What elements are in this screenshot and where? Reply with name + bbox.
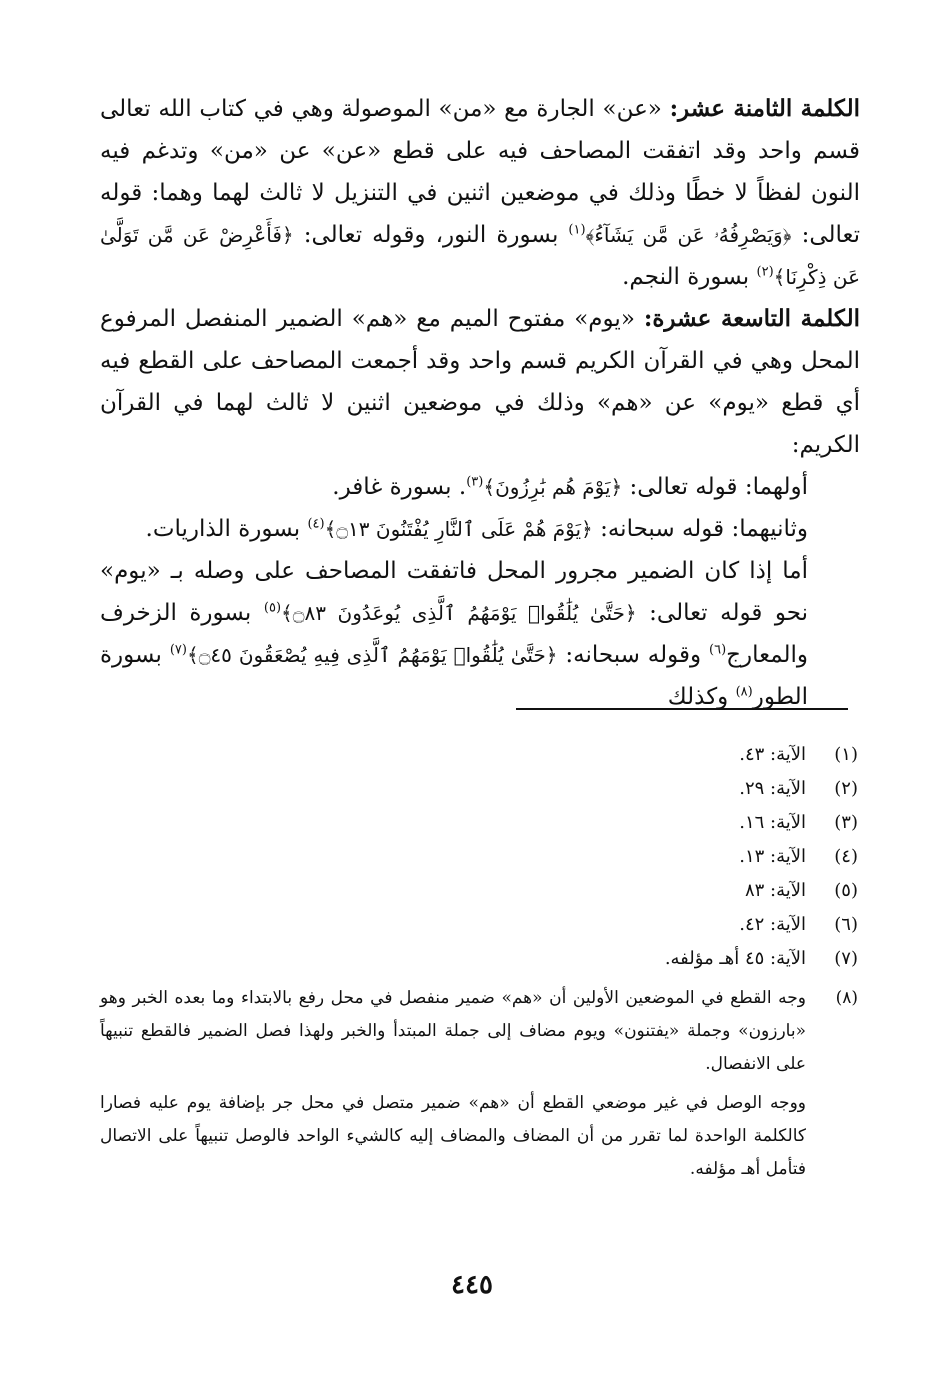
footnote (100, 772, 864, 806)
footnote-ref: (٢) (756, 264, 774, 280)
section-heading: الكلمة الثامنة عشر: (669, 95, 861, 122)
footnote-number: (٨) (835, 988, 858, 1008)
footnote-text (100, 982, 806, 1186)
main-text (100, 88, 860, 718)
footnote-text: الآية: ٤٥ أهـ مؤلفه. (664, 948, 806, 969)
section-heading: الكلمة التاسعة عشرة: (643, 305, 860, 332)
footnote-ref: (٣) (466, 474, 484, 490)
paragraph-text: وثانيهما: قوله سبحانه: (592, 516, 808, 542)
footnote-ref: (٧) (169, 642, 187, 658)
paragraph-text: بسورة الزخرف والمعارج (100, 600, 808, 668)
footnote-number: (٢) (834, 778, 858, 799)
footnote (100, 738, 864, 772)
footnote-number: (٤) (834, 846, 858, 867)
footnote-text: الآية: ٢٩. (739, 778, 806, 799)
footnote (100, 908, 864, 942)
footnote (100, 874, 864, 908)
footnote (100, 806, 864, 840)
footnote-ref: (٦) (709, 642, 727, 658)
paragraph-text: أما إذا كان الضمير مجرور المحل فاتفقت المصاحف على وصله بـ «يوم» نحو قوله تعالى: (100, 558, 808, 626)
quran-verse: ﴿حَتَّىٰ يُلَٰقُوا۟ يَوْمَهُمُ ٱلَّذِى يُوعَدُونَ ۝٨٣﴾ (281, 601, 637, 625)
page-number: ٤٤٥ (451, 1270, 493, 1300)
footnotes (100, 738, 864, 1186)
footnote-divider (516, 708, 848, 710)
paragraph-text: وقوله سبحانه: (557, 642, 709, 668)
footnote (100, 840, 864, 874)
paragraph-text: . بسورة غافر. (332, 474, 467, 500)
quran-verse: ﴿وَيَصْرِفُهُۥ عَن مَّن يَشَآءُ﴾ (585, 223, 792, 247)
footnote (100, 942, 864, 976)
footnote-text: الآية: ٨٣ (744, 880, 806, 901)
paragraph-connected-case (100, 550, 860, 718)
footnote-number: (١) (834, 744, 858, 765)
quran-verse: ﴿يَوْمَ هُمْ عَلَى ٱلنَّارِ يُفْتَنُونَ ۝١٣﴾ (324, 517, 593, 541)
footnote-ref: (٥) (263, 600, 282, 616)
paragraph-19th-word (100, 298, 860, 466)
paragraph-text: بسورة الذاريات. (145, 516, 308, 542)
paragraph-text: بسورة النجم. (622, 264, 757, 290)
quran-verse: ﴿فَأَعْرِضْ عَن مَّن تَوَلَّىٰ عَن ذِكْرِنَا﴾ (100, 223, 860, 289)
paragraph-text: وكذلك (667, 684, 736, 710)
paragraph-text: بسورة النور، وقوله تعالى: (293, 222, 569, 248)
footnote-text: الآية: ١٦. (739, 812, 806, 833)
footnote-text: الآية: ٤٢. (739, 914, 806, 935)
paragraph-text: بسورة الطور (100, 642, 808, 710)
footnote (100, 982, 864, 1186)
footnote-number: (٧) (834, 948, 858, 969)
footnote-paragraph: وجه القطع في الموضعين الأولين أن «هم» ضمير منفصل في محل رفع بالابتداء وما بعده الخبر وهو «بارزون» وجملة «يفتنون» ويوم مضاف إلى جملة المبتدأ والخبر ولهذا فصل الضمير فالقطع تنبيهاً على الانفصال. (100, 988, 806, 1074)
first-instance (100, 466, 860, 508)
footnote-ref: (١) (568, 222, 586, 238)
footnote-number: (٣) (834, 812, 858, 833)
quran-verse: ﴿يَوْمَ هُم بَٰرِزُونَ﴾ (483, 475, 623, 499)
paragraph-18th-word (100, 88, 860, 298)
paragraph-text: أولهما: قوله تعالى: (622, 474, 808, 500)
paragraph-text: «عن» الجارة مع «من» الموصولة وهي في كتاب الله تعالى قسم واحد وقد اتفقت المصاحف فيه على قطع «عن» عن «من» وتدغم فيه النون لفظاً لا خطًا وذلك في موضعين اثنين في التنزيل لا ثالث لهما وهما: قوله تعالى: (100, 96, 861, 248)
footnote-number: (٥) (834, 880, 858, 901)
footnote-text: الآية: ١٣. (739, 846, 806, 867)
footnote-paragraph: ووجه الوصل في غير موضعي القطع أن «هم» ضمير متصل في محل جر بإضافة يوم عليه فصارا كالكلمة الواحدة لما تقرر من أن المضاف والمضاف إليه كالشيء الواحد فالوصل تنبيهاً على الاتصال فتأمل أهـ مؤلفه. (100, 1093, 806, 1179)
paragraph-text: «يوم» مفتوح الميم مع «هم» الضمير المنفصل المرفوع المحل وهي في القرآن الكريم قسم واحد وقد أجمعت المصاحف على القطع فيه أي قطع «يوم» عن «هم» وذلك في موضعين اثنين لا ثالث لهما في القرآن الكريم: (100, 306, 860, 458)
footnote-ref: (٨) (735, 684, 753, 700)
quran-verse: ﴿حَتَّىٰ يُلَٰقُوا۟ يَوْمَهُمُ ٱلَّذِى فِيهِ يُصْعَقُونَ ۝٤٥﴾ (186, 643, 558, 667)
second-instance (100, 508, 860, 550)
footnote-text: الآية: ٤٣. (739, 744, 806, 765)
footnote-number: (٦) (834, 914, 858, 935)
footnote-ref: (٤) (307, 516, 325, 532)
